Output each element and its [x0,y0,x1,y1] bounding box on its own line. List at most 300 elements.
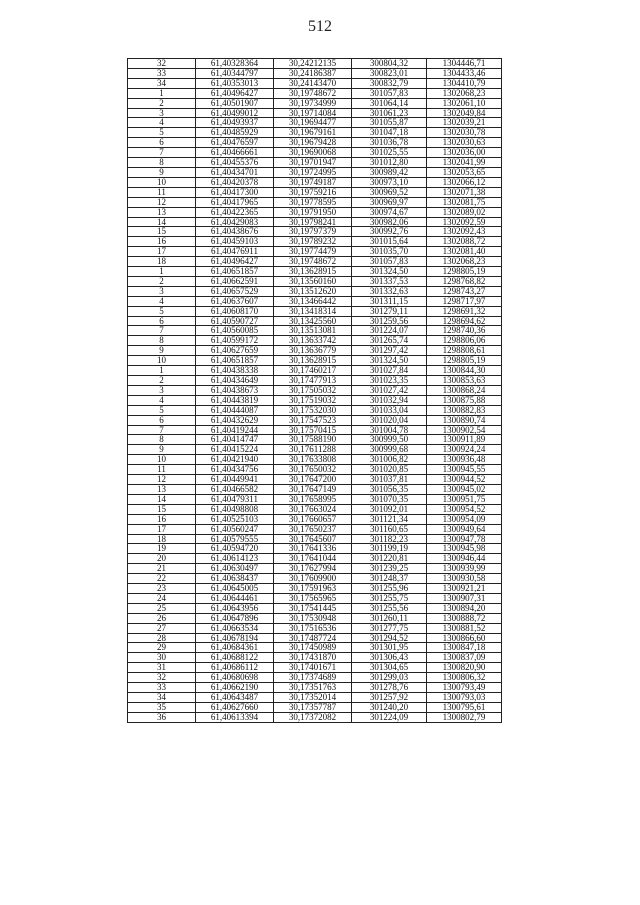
table-row [128,257,502,267]
table-row [128,286,502,296]
y-coordinate-cell: 1298694,62 [427,316,502,326]
x-coordinate-cell: 301255,56 [352,603,427,613]
point-number-cell: 3 [128,385,196,395]
y-coordinate-cell: 1302030,63 [427,138,502,148]
x-coordinate-cell: 301304,65 [352,663,427,673]
y-coordinate-cell: 1300947,78 [427,534,502,544]
latitude-cell: 61,40678194 [196,633,274,643]
x-coordinate-cell: 300999,50 [352,435,427,445]
x-coordinate-cell: 301006,82 [352,455,427,465]
point-number-cell: 16 [128,237,196,247]
y-coordinate-cell: 1304433,46 [427,68,502,78]
x-coordinate-cell: 301297,42 [352,346,427,356]
point-number-cell: 32 [128,673,196,683]
latitude-cell: 61,40651857 [196,267,274,277]
latitude-cell: 61,40684361 [196,643,274,653]
table-row [128,455,502,465]
longitude-cell: 30,17650032 [274,465,352,475]
y-coordinate-cell: 1302071,38 [427,187,502,197]
latitude-cell: 61,40627659 [196,346,274,356]
x-coordinate-cell: 300974,67 [352,207,427,217]
y-coordinate-cell: 1300793,49 [427,683,502,693]
point-number-cell: 4 [128,296,196,306]
longitude-cell: 30,17570415 [274,425,352,435]
longitude-cell: 30,24143470 [274,78,352,88]
y-coordinate-cell: 1300868,24 [427,385,502,395]
x-coordinate-cell: 301057,83 [352,257,427,267]
table-row [128,484,502,494]
latitude-cell: 61,40560247 [196,524,274,534]
y-coordinate-cell: 1304410,79 [427,78,502,88]
longitude-cell: 30,17374689 [274,673,352,683]
table-row [128,167,502,177]
point-number-cell: 4 [128,118,196,128]
point-number-cell: 2 [128,376,196,386]
point-number-cell: 15 [128,504,196,514]
point-number-cell: 26 [128,613,196,623]
longitude-cell: 30,19690068 [274,148,352,158]
longitude-cell: 30,17658995 [274,494,352,504]
point-number-cell: 6 [128,138,196,148]
table-row [128,693,502,703]
latitude-cell: 61,40579555 [196,534,274,544]
y-coordinate-cell: 1300936,48 [427,455,502,465]
latitude-cell: 61,40328364 [196,59,274,69]
latitude-cell: 61,40444087 [196,405,274,415]
latitude-cell: 61,40476597 [196,138,274,148]
point-number-cell: 2 [128,98,196,108]
point-number-cell: 35 [128,702,196,712]
longitude-cell: 30,17645607 [274,534,352,544]
table-row [128,187,502,197]
table-row [128,702,502,712]
table-row [128,653,502,663]
y-coordinate-cell: 1300954,09 [427,514,502,524]
y-coordinate-cell: 1302039,21 [427,118,502,128]
y-coordinate-cell: 1300951,75 [427,494,502,504]
point-number-cell: 13 [128,484,196,494]
latitude-cell: 61,40414747 [196,435,274,445]
table-row [128,336,502,346]
latitude-cell: 61,40645005 [196,584,274,594]
x-coordinate-cell: 301032,94 [352,395,427,405]
x-coordinate-cell: 301255,75 [352,593,427,603]
table-row [128,98,502,108]
longitude-cell: 30,17611288 [274,445,352,455]
y-coordinate-cell: 1302053,65 [427,167,502,177]
x-coordinate-cell: 301057,83 [352,88,427,98]
point-number-cell: 3 [128,286,196,296]
y-coordinate-cell: 1300911,89 [427,435,502,445]
point-number-cell: 24 [128,593,196,603]
table-row [128,68,502,78]
x-coordinate-cell: 300969,52 [352,187,427,197]
table-row [128,395,502,405]
latitude-cell: 61,40627660 [196,702,274,712]
table-row [128,584,502,594]
longitude-cell: 30,17357787 [274,702,352,712]
y-coordinate-cell: 1300820,90 [427,663,502,673]
latitude-cell: 61,40438338 [196,366,274,376]
latitude-cell: 61,40680698 [196,673,274,683]
x-coordinate-cell: 301337,53 [352,276,427,286]
longitude-cell: 30,17351763 [274,683,352,693]
latitude-cell: 61,40657529 [196,286,274,296]
x-coordinate-cell: 300969,97 [352,197,427,207]
point-number-cell: 7 [128,148,196,158]
latitude-cell: 61,40421940 [196,455,274,465]
point-number-cell: 20 [128,554,196,564]
y-coordinate-cell: 1302092,43 [427,227,502,237]
y-coordinate-cell: 1300954,52 [427,504,502,514]
latitude-cell: 61,40493937 [196,118,274,128]
x-coordinate-cell: 300832,79 [352,78,427,88]
latitude-cell: 61,40419244 [196,425,274,435]
table-row [128,316,502,326]
y-coordinate-cell: 1300844,30 [427,366,502,376]
x-coordinate-cell: 301311,15 [352,296,427,306]
table-row [128,564,502,574]
latitude-cell: 61,40438676 [196,227,274,237]
point-number-cell: 19 [128,544,196,554]
table-row [128,673,502,683]
longitude-cell: 30,19748672 [274,88,352,98]
x-coordinate-cell: 301004,78 [352,425,427,435]
y-coordinate-cell: 1302081,40 [427,247,502,257]
longitude-cell: 30,17372082 [274,712,352,722]
latitude-cell: 61,40455376 [196,158,274,168]
x-coordinate-cell: 301020,04 [352,415,427,425]
longitude-cell: 30,13418314 [274,306,352,316]
table-row [128,148,502,158]
point-number-cell: 31 [128,663,196,673]
latitude-cell: 61,40438673 [196,385,274,395]
point-number-cell: 16 [128,514,196,524]
x-coordinate-cell: 301182,23 [352,534,427,544]
point-number-cell: 13 [128,207,196,217]
latitude-cell: 61,40443819 [196,395,274,405]
table-row [128,138,502,148]
point-number-cell: 29 [128,643,196,653]
x-coordinate-cell: 300989,42 [352,167,427,177]
table-row [128,385,502,395]
y-coordinate-cell: 1300907,31 [427,593,502,603]
latitude-cell: 61,40499012 [196,108,274,118]
longitude-cell: 30,17450989 [274,643,352,653]
latitude-cell: 61,40417300 [196,187,274,197]
x-coordinate-cell: 300982,06 [352,217,427,227]
y-coordinate-cell: 1300882,83 [427,405,502,415]
longitude-cell: 30,19679161 [274,128,352,138]
x-coordinate-cell: 301277,75 [352,623,427,633]
x-coordinate-cell: 301257,92 [352,693,427,703]
latitude-cell: 61,40560085 [196,326,274,336]
x-coordinate-cell: 300999,68 [352,445,427,455]
latitude-cell: 61,40496427 [196,257,274,267]
latitude-cell: 61,40496427 [196,88,274,98]
table-row [128,425,502,435]
x-coordinate-cell: 301199,19 [352,544,427,554]
table-row [128,356,502,366]
y-coordinate-cell: 1300924,24 [427,445,502,455]
table-row [128,88,502,98]
longitude-cell: 30,17650237 [274,524,352,534]
table-row [128,405,502,415]
point-number-cell: 1 [128,88,196,98]
longitude-cell: 30,13512620 [274,286,352,296]
longitude-cell: 30,17647200 [274,475,352,485]
table-row [128,247,502,257]
x-coordinate-cell: 301294,52 [352,633,427,643]
point-number-cell: 34 [128,78,196,88]
y-coordinate-cell: 1298808,61 [427,346,502,356]
x-coordinate-cell: 300992,76 [352,227,427,237]
table-row [128,475,502,485]
table-row [128,514,502,524]
longitude-cell: 30,19778595 [274,197,352,207]
point-number-cell: 12 [128,475,196,485]
x-coordinate-cell: 301020,85 [352,465,427,475]
point-number-cell: 11 [128,187,196,197]
latitude-cell: 61,40434701 [196,167,274,177]
longitude-cell: 30,19748672 [274,257,352,267]
x-coordinate-cell: 301299,03 [352,673,427,683]
y-coordinate-cell: 1302088,72 [427,237,502,247]
point-number-cell: 17 [128,247,196,257]
longitude-cell: 30,17532030 [274,405,352,415]
y-coordinate-cell: 1298691,32 [427,306,502,316]
latitude-cell: 61,40459103 [196,237,274,247]
latitude-cell: 61,40643956 [196,603,274,613]
longitude-cell: 30,17541445 [274,603,352,613]
point-number-cell: 9 [128,346,196,356]
point-number-cell: 10 [128,177,196,187]
y-coordinate-cell: 1302068,23 [427,88,502,98]
table-row [128,276,502,286]
table-row [128,376,502,386]
y-coordinate-cell: 1300945,02 [427,484,502,494]
longitude-cell: 30,13636779 [274,346,352,356]
x-coordinate-cell: 301306,43 [352,653,427,663]
point-number-cell: 9 [128,445,196,455]
page-number: 512 [308,18,332,35]
latitude-cell: 61,40599172 [196,336,274,346]
table-row [128,544,502,554]
point-number-cell: 2 [128,276,196,286]
table-row [128,207,502,217]
y-coordinate-cell: 1300795,61 [427,702,502,712]
latitude-cell: 61,40479311 [196,494,274,504]
y-coordinate-cell: 1300946,44 [427,554,502,564]
longitude-cell: 30,19798241 [274,217,352,227]
point-number-cell: 5 [128,405,196,415]
table-row [128,633,502,643]
latitude-cell: 61,40644461 [196,593,274,603]
latitude-cell: 61,40637607 [196,296,274,306]
x-coordinate-cell: 301061,23 [352,108,427,118]
x-coordinate-cell: 301036,78 [352,138,427,148]
table-row [128,108,502,118]
longitude-cell: 30,17647149 [274,484,352,494]
latitude-cell: 61,40415224 [196,445,274,455]
x-coordinate-cell: 301301,95 [352,643,427,653]
latitude-cell: 61,40643487 [196,693,274,703]
longitude-cell: 30,13466442 [274,296,352,306]
y-coordinate-cell: 1298743,27 [427,286,502,296]
table-row [128,326,502,336]
y-coordinate-cell: 1300921,21 [427,584,502,594]
point-number-cell: 18 [128,534,196,544]
longitude-cell: 30,13628915 [274,267,352,277]
point-number-cell: 28 [128,633,196,643]
table-row [128,593,502,603]
point-number-cell: 22 [128,574,196,584]
longitude-cell: 30,17660657 [274,514,352,524]
table-row [128,177,502,187]
y-coordinate-cell: 1300890,74 [427,415,502,425]
latitude-cell: 61,40498808 [196,504,274,514]
y-coordinate-cell: 1300806,32 [427,673,502,683]
x-coordinate-cell: 301278,76 [352,683,427,693]
x-coordinate-cell: 301027,42 [352,385,427,395]
table-row [128,504,502,514]
longitude-cell: 30,19724995 [274,167,352,177]
point-number-cell: 30 [128,653,196,663]
latitude-cell: 61,40686112 [196,663,274,673]
longitude-cell: 30,13560160 [274,276,352,286]
x-coordinate-cell: 301023,35 [352,376,427,386]
x-coordinate-cell: 301332,63 [352,286,427,296]
longitude-cell: 30,17588190 [274,435,352,445]
longitude-cell: 30,17641336 [274,544,352,554]
table-row [128,267,502,277]
longitude-cell: 30,19701947 [274,158,352,168]
x-coordinate-cell: 300973,10 [352,177,427,187]
longitude-cell: 30,19694477 [274,118,352,128]
longitude-cell: 30,13425560 [274,316,352,326]
x-coordinate-cell: 301259,56 [352,316,427,326]
table-row [128,574,502,584]
point-number-cell: 9 [128,167,196,177]
x-coordinate-cell: 301240,20 [352,702,427,712]
latitude-cell: 61,40647896 [196,613,274,623]
table-row [128,59,502,69]
x-coordinate-cell: 301260,11 [352,613,427,623]
y-coordinate-cell: 1302068,23 [427,257,502,267]
table-row [128,366,502,376]
longitude-cell: 30,19734999 [274,98,352,108]
x-coordinate-cell: 301015,64 [352,237,427,247]
latitude-cell: 61,40422365 [196,207,274,217]
y-coordinate-cell: 1300847,18 [427,643,502,653]
latitude-cell: 61,40485929 [196,128,274,138]
latitude-cell: 61,40432629 [196,415,274,425]
longitude-cell: 30,19774479 [274,247,352,257]
x-coordinate-cell: 301220,81 [352,554,427,564]
longitude-cell: 30,17547523 [274,415,352,425]
point-number-cell: 34 [128,693,196,703]
point-number-cell: 25 [128,603,196,613]
point-number-cell: 33 [128,683,196,693]
y-coordinate-cell: 1300939,99 [427,564,502,574]
latitude-cell: 61,40638437 [196,574,274,584]
table-row [128,435,502,445]
longitude-cell: 30,17530948 [274,613,352,623]
y-coordinate-cell: 1302036,00 [427,148,502,158]
y-coordinate-cell: 1302089,02 [427,207,502,217]
x-coordinate-cell: 301279,11 [352,306,427,316]
point-number-cell: 23 [128,584,196,594]
point-number-cell: 27 [128,623,196,633]
point-number-cell: 18 [128,257,196,267]
table-row [128,683,502,693]
longitude-cell: 30,17609900 [274,574,352,584]
table-row [128,623,502,633]
point-number-cell: 21 [128,564,196,574]
y-coordinate-cell: 1298768,82 [427,276,502,286]
longitude-cell: 30,17641044 [274,554,352,564]
table-row [128,306,502,316]
point-number-cell: 17 [128,524,196,534]
longitude-cell: 30,17477913 [274,376,352,386]
x-coordinate-cell: 301033,04 [352,405,427,415]
y-coordinate-cell: 1300945,98 [427,544,502,554]
longitude-cell: 30,24212135 [274,59,352,69]
point-number-cell: 8 [128,336,196,346]
x-coordinate-cell: 301255,96 [352,584,427,594]
x-coordinate-cell: 301248,37 [352,574,427,584]
y-coordinate-cell: 1300949,64 [427,524,502,534]
longitude-cell: 30,13628915 [274,356,352,366]
point-number-cell: 3 [128,108,196,118]
latitude-cell: 61,40449941 [196,475,274,485]
point-number-cell: 6 [128,415,196,425]
point-number-cell: 8 [128,158,196,168]
longitude-cell: 30,17663024 [274,504,352,514]
x-coordinate-cell: 301324,50 [352,356,427,366]
point-number-cell: 12 [128,197,196,207]
table-row [128,603,502,613]
point-number-cell: 11 [128,465,196,475]
longitude-cell: 30,13513081 [274,326,352,336]
latitude-cell: 61,40344797 [196,68,274,78]
longitude-cell: 30,17565965 [274,593,352,603]
longitude-cell: 30,19797379 [274,227,352,237]
y-coordinate-cell: 1304446,71 [427,59,502,69]
y-coordinate-cell: 1298806,06 [427,336,502,346]
x-coordinate-cell: 301224,09 [352,712,427,722]
point-number-cell: 4 [128,395,196,405]
latitude-cell: 61,40651857 [196,356,274,366]
longitude-cell: 30,17627994 [274,564,352,574]
point-number-cell: 5 [128,128,196,138]
y-coordinate-cell: 1302081,75 [427,197,502,207]
x-coordinate-cell: 301070,35 [352,494,427,504]
latitude-cell: 61,40434756 [196,465,274,475]
coordinates-table [127,58,502,723]
table-row [128,158,502,168]
latitude-cell: 61,40466582 [196,484,274,494]
x-coordinate-cell: 301239,25 [352,564,427,574]
point-number-cell: 10 [128,455,196,465]
y-coordinate-cell: 1298717,97 [427,296,502,306]
latitude-cell: 61,40662591 [196,276,274,286]
latitude-cell: 61,40663534 [196,623,274,633]
longitude-cell: 30,17519032 [274,395,352,405]
latitude-cell: 61,40688122 [196,653,274,663]
table-row [128,712,502,722]
longitude-cell: 30,19759216 [274,187,352,197]
